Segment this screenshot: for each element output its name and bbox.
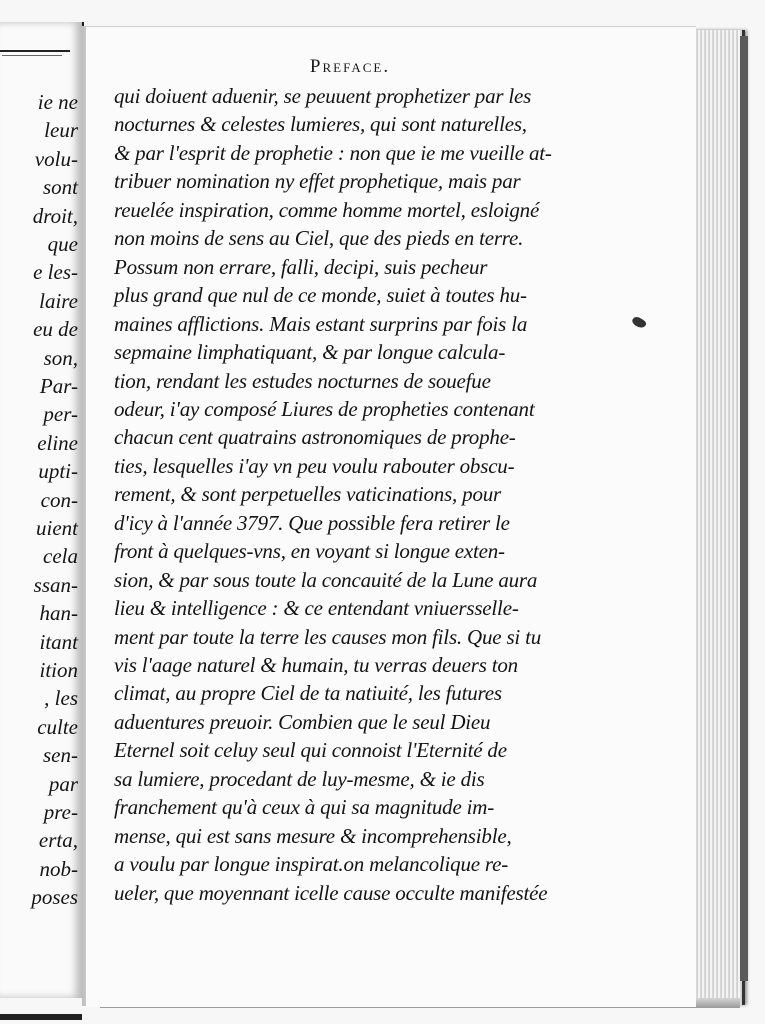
left-page (0, 22, 84, 998)
text-line: sa lumiere, procedant de luy-mesme, & ie dis (114, 766, 485, 791)
back-cover-edge (740, 36, 748, 981)
text-line: odeur, i'ay composé Liures de propheties contenant (114, 396, 535, 421)
text-line: non moins de sens au Ciel, que des pieds en terre. (114, 226, 524, 251)
left-page-line: upti- (38, 459, 78, 484)
text-line: vis l'aage naturel & humain, tu verras deuers ton (114, 653, 518, 677)
left-page-line: nob- (39, 856, 78, 881)
left-page-line: han- (39, 601, 78, 626)
left-page-line: son, (43, 345, 78, 370)
text-line: sepmaine limphatiquant, & par longue calcula- (114, 340, 506, 365)
left-page-line: con- (40, 487, 78, 512)
text-line: chacun cent quatrains astronomiques de prophe- (114, 425, 516, 450)
left-page-line: volu- (34, 146, 78, 171)
left-page-line: e les- (33, 260, 78, 285)
left-page-line: sont (42, 175, 78, 200)
left-page-line: laire (39, 288, 78, 313)
left-page-line: per- (43, 402, 78, 427)
text-line: qui doiuent aduenir, se peuuent prophetizer par les (114, 84, 532, 108)
left-page-line: sen- (43, 743, 78, 768)
left-page-line: Par- (39, 374, 78, 398)
text-line: sion, & par sous toute la concauité de la Lune aura (114, 567, 538, 592)
left-page-bottom-edge (0, 1014, 82, 1020)
text-line: nocturnes & celestes lumieres, qui sont naturelles, (114, 112, 527, 137)
left-page-top-rule (0, 50, 70, 52)
left-page-line: ie ne (37, 90, 78, 114)
left-page-line: ition (39, 658, 78, 682)
text-line: front à quelques-vns, en voyant si longue exten- (114, 539, 505, 564)
left-page-line: culte (37, 714, 78, 739)
left-page-line: eu de (33, 317, 78, 342)
text-line: climat, au propre Ciel de ta natiuité, les futures (114, 681, 502, 706)
text-line: franchement qu'à ceux à qui sa magnitude im- (114, 795, 495, 820)
left-page-line: , les (44, 686, 78, 711)
left-page-line: poses (31, 885, 78, 910)
left-page-line: eline (37, 430, 78, 455)
left-page-line: par (48, 771, 78, 796)
text-line: plus grand que nul de ce monde, suiet à toutes hu- (114, 283, 527, 308)
text-line: d'icy à l'année 3797. Que possible fera retirer le (114, 510, 510, 535)
left-page-top-rule-thin (2, 55, 62, 56)
text-line: ueler, que moyennant icelle cause occulte manifestée (114, 880, 548, 905)
text-line: reuelée inspiration, comme homme mortel, esloigné (114, 197, 540, 222)
text-line: Eternel soit celuy seul qui connoist l'Eternité de (114, 738, 507, 763)
left-page-line: leur (44, 118, 78, 143)
text-line: a voulu par longue inspirat.on melancolique re- (114, 852, 509, 877)
left-page-line: itant (39, 629, 78, 654)
left-page-line: uient (36, 516, 78, 540)
text-line: maines afflictions. Mais estant surprins par fois la (114, 311, 528, 336)
running-head: Preface. (309, 56, 391, 77)
text-line: ment par toute la terre les causes mon fils. Que si tu (114, 624, 542, 649)
left-page-line: que (47, 232, 78, 256)
text-line: aduentures preuoir. Combien que le seul Dieu (114, 709, 491, 734)
text-line: rement, & sont perpetuelles vaticinations, pour (114, 482, 502, 507)
text-line: lieu & intelligence : & ce entendant vniuersselle- (114, 596, 519, 621)
left-page-line: erta, (38, 828, 78, 853)
text-line: & par l'esprit de prophetie : non que ie me vueille at- (114, 140, 552, 165)
page-block-edges (690, 30, 745, 1005)
text-line: tion, rendant les estudes nocturnes de souefue (114, 368, 491, 393)
left-page-line: ssan- (33, 572, 78, 597)
text-line: mense, qui est sans mesure & incomprehensible, (114, 823, 512, 848)
left-page-line: cela (43, 544, 78, 569)
left-page-line: droit, (32, 203, 78, 228)
text-line: ties, lesquelles i'ay vn peu voulu rabouter obscu- (114, 453, 515, 478)
text-line: Possum non errare, falli, decipi, suis pecheur (114, 254, 488, 279)
left-page-line: pre- (43, 800, 78, 824)
text-line: tribuer nomination ny effet prophetique, mais par (114, 169, 521, 194)
